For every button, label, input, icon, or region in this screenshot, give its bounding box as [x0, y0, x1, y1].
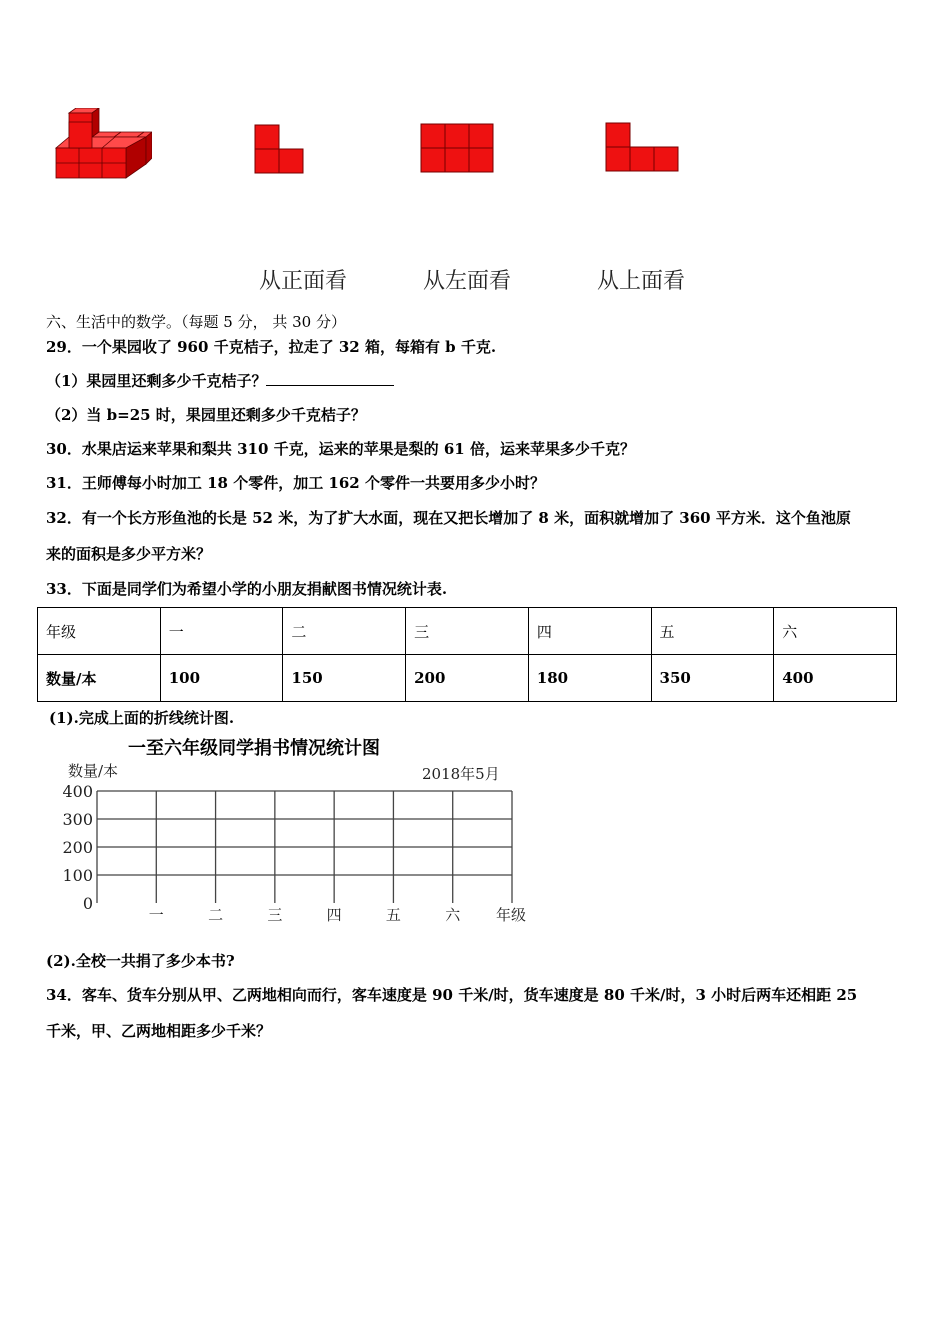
x-tick-label: 一 — [148, 906, 164, 924]
x-tick-label: 四 — [326, 906, 342, 924]
question-33-part-1: (1).完成上面的折线统计图. — [49, 709, 235, 727]
line-chart-grid — [60, 758, 540, 930]
top-view-figure — [605, 122, 681, 174]
table-cell: 180 — [528, 655, 651, 702]
y-tick-label: 400 — [62, 782, 93, 801]
date-label: 2018年5月 — [422, 765, 500, 783]
table-cell: 数量/本 — [38, 655, 161, 702]
question-29: 29．一个果园收了 960 千克桔子，拉走了 32 箱，每箱有 b 千克. — [46, 338, 497, 356]
question-33: 33．下面是同学们为希望小学的小朋友捐献图书情况统计表. — [46, 580, 448, 598]
question-32-line-2: 来的面积是多少平方米？ — [46, 545, 212, 563]
table-cell: 400 — [774, 655, 897, 702]
y-tick-label: 300 — [62, 810, 93, 829]
cube-solid-figure — [52, 108, 152, 184]
y-tick-label: 0 — [82, 894, 93, 913]
section-heading: 六、生活中的数学。（每题 5 分， 共 30 分） — [46, 313, 346, 331]
question-30: 30．水果店运来苹果和梨共 310 千克，运来的苹果是梨的 61 倍，运来苹果多少千克？ — [46, 440, 635, 458]
table-cell: 六 — [774, 608, 897, 655]
y-tick-label: 200 — [62, 838, 93, 857]
question-31: 31．王师傅每小时加工 18 个零件，加工 162 个零件一共要用多少小时？ — [46, 474, 545, 492]
left-view-label: 从左面看 — [423, 269, 512, 294]
table-cell: 五 — [651, 608, 774, 655]
table-header-row — [38, 608, 897, 655]
question-32-line-1: 32．有一个长方形鱼池的长是 52 米，为了扩大水面，现在又把长增加了 8 米，面积就增加了 360 平方米．这个鱼池原 — [46, 509, 851, 527]
table-cell: 100 — [160, 655, 283, 702]
table-cell: 150 — [283, 655, 406, 702]
donation-table — [37, 607, 897, 702]
chart-title: 一至六年级同学捐书情况统计图 — [128, 738, 380, 759]
question-33-part-2: (2).全校一共捐了多少本书? — [46, 952, 235, 970]
answer-blank[interactable] — [266, 371, 394, 386]
question-34-line-2: 千米，甲、乙两地相距多少千米？ — [46, 1022, 272, 1040]
table-cell: 年级 — [38, 608, 161, 655]
table-cell: 二 — [283, 608, 406, 655]
table-cell: 四 — [528, 608, 651, 655]
table-cell: 200 — [406, 655, 529, 702]
x-tick-label: 二 — [208, 906, 224, 924]
x-tick-label: 三 — [267, 906, 283, 924]
front-view-label: 从正面看 — [259, 269, 348, 294]
question-29-part-2: （2）当 b=25 时，果园里还剩多少千克桔子？ — [46, 406, 366, 424]
front-view-figure — [254, 124, 306, 176]
table-cell: 一 — [160, 608, 283, 655]
x-tick-label: 五 — [385, 906, 401, 924]
left-view-figure — [420, 123, 496, 175]
question-29-part-1-text: （1）果园里还剩多少千克桔子？ — [46, 372, 267, 390]
x-axis-label: 年级 — [496, 906, 527, 924]
table-row — [38, 655, 897, 702]
x-tick-label: 六 — [445, 906, 461, 924]
table-cell: 三 — [406, 608, 529, 655]
top-view-label: 从上面看 — [597, 269, 686, 294]
question-34-line-1: 34．客车、货车分别从甲、乙两地相向而行，客车速度是 90 千米/时，货车速度是 80 千米/时，3 小时后两车还相距 25 — [46, 986, 858, 1004]
table-cell: 350 — [651, 655, 774, 702]
y-axis-label: 数量/本 — [68, 762, 119, 780]
y-tick-label: 100 — [62, 866, 93, 885]
question-29-part-1 — [46, 370, 394, 391]
